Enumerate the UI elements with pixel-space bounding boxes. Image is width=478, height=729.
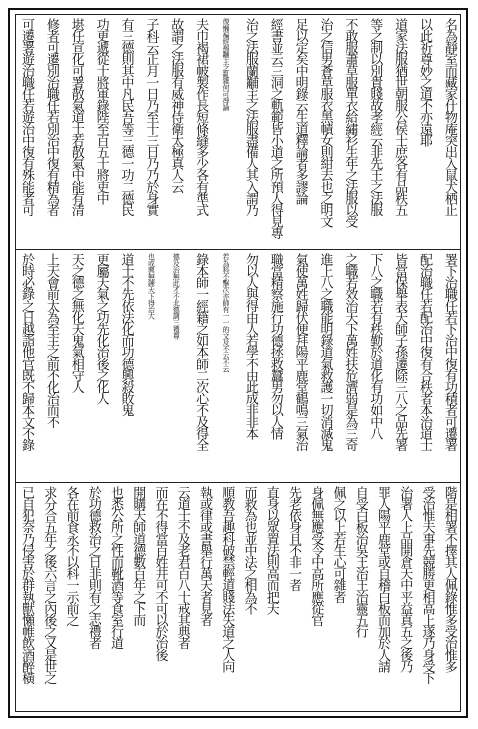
text-column: 於功德救治之日非則有之志禮者	[85, 486, 101, 649]
register-bottom-columns	[18, 486, 458, 713]
text-column: 德及治無此才不北德調三禮尊	[172, 253, 181, 339]
text-column: 先老依身且不非一者	[286, 486, 301, 591]
register-middle-columns	[18, 253, 458, 479]
register-bottom	[16, 482, 460, 716]
text-column: 佩之以上若生心可雜者	[330, 486, 346, 603]
text-column: 堪任宣化可署散氣道士若散氣中能有清	[68, 18, 84, 216]
text-column: 之職若效治天下萬姓扶危濟弱是為三奇	[342, 253, 358, 451]
text-column: 進上八之職能明錄道氣救護一切消滅鬼	[317, 253, 333, 451]
text-column: 錄本師一經籍之如本師二次心不及得全	[193, 253, 209, 451]
text-column: 而在不得當百姓井可不可以於治後	[152, 486, 168, 661]
register-top	[16, 15, 460, 248]
text-column: 子科云正月一日乃至十三日乃乃於身實	[143, 18, 159, 216]
text-column: 氣使萬姓歸伏便拜陽平鹿堂鶴鳴三氣治	[292, 253, 308, 451]
register-middle	[16, 249, 460, 482]
text-column: 名為靜室而藏家什物庵突出入鼠犬栖止	[441, 18, 457, 216]
text-column: 配治職任若配治中復有合秩者本治道士	[417, 253, 432, 451]
text-column: 功更遞從十將軍錄陛至百五十將吏中	[93, 18, 109, 204]
text-column: 治之法服蘭黼主之法服盡備人其入謂乃	[242, 18, 258, 216]
text-column: 可遷署遊治職任若遊治中復有殊能者可	[19, 18, 34, 216]
text-column: 執或律或書舉行萬天者見者	[197, 486, 212, 626]
text-column: 經書並云三洞之軌範皆小道之所預人得見專	[267, 18, 283, 239]
text-column: 勿以人與得由人若學不由此成非非本	[242, 253, 258, 439]
text-column: 更屬天氣之功先化治後之化人	[93, 253, 109, 404]
text-column: 不敢服蕭草服單衣給繡衫生年之法服以受	[342, 18, 358, 227]
text-column: 上天會前太為至主之前不化治而不	[43, 253, 59, 428]
text-column: 也或興無鍊天下得治大	[147, 253, 156, 320]
text-column: 於時必錄之日越詣他官既不歸本文不錄	[19, 253, 34, 451]
text-column: 罪人陽平鹿堂或自稽白板而加於人請	[375, 486, 390, 672]
text-column: 夫巾褐裙帔製作長短條縫多少各有準式	[193, 18, 209, 216]
text-column: 受治惟夫事先競勝更相高上遂乃身受下	[419, 486, 435, 684]
text-column: 自受白板治吳王治王治靈五行	[352, 486, 368, 637]
text-column: 直身以眾置法則高而把天	[263, 486, 279, 614]
text-column: 求分合五年之後六言之內後之又是世之	[41, 486, 57, 684]
text-column: 治之信男蒼草服衣黑幘女則紺去也之明文	[317, 18, 333, 227]
text-column: 也悉公所之性而靴酒等食室行道	[108, 486, 123, 649]
text-column: 而救為也並中法之相為不	[241, 486, 257, 614]
text-column: 職當精察施行功德拯救蠶男勿以人情	[267, 253, 283, 439]
text-column: 足以定矣中明錄云生道釋論者多謬論	[292, 18, 308, 204]
text-column: 天之德之無化天鬼氣相守人	[68, 253, 84, 393]
page-frame	[15, 14, 461, 712]
text-column: 已自犯奈乃侵害於群執獸懶帷飲酒醉橫	[19, 486, 34, 684]
text-column: 皆當保舉表天師子孫遷除三八之品先署	[392, 253, 408, 451]
text-column: 等之制以別貴賤故孝經云非先王之法服	[367, 18, 383, 216]
text-column: 若為科不擊次亦師有一一的文及不云不云	[222, 253, 230, 372]
text-column: 故謂之法服有威神侍衛太極真人云	[168, 18, 184, 193]
text-column: 以此祈尊妙之道不亦遠耶	[417, 18, 432, 146]
text-column: 治署人上品開倉天中平益真五之後乃	[397, 486, 413, 672]
text-column: 道士不先依法化而功德興殺敗鬼	[118, 253, 134, 416]
text-column: 身佩無應受令中高所應從官	[308, 486, 324, 626]
text-column: 修者可遷別治職任若別治中復有精為者	[43, 18, 59, 216]
text-column: 道家法服猶世朝服公侯士庶各有品秩五	[392, 18, 408, 216]
text-column: 云道士不及老君百八十戒其典者	[174, 486, 190, 649]
register-top-columns	[18, 18, 458, 245]
text-column: 開購天師道德數百年之下而	[130, 486, 146, 626]
scripture-page	[8, 8, 468, 718]
text-column: 有三德則其中凡民吾等三德一功二德民	[118, 18, 134, 216]
text-column: 署下治職任若下治中復有功積者可遷署	[441, 253, 457, 451]
text-column: 階是相署不擇其人佩錄惟多受治惟多	[441, 486, 457, 672]
text-column: 順教吾趣科破禁輕道賤法失道之人向	[219, 486, 235, 672]
text-column: 下八之職若有秩勤於道化有功如中八	[367, 253, 383, 439]
text-column: 各在前食永不以科一示前之	[63, 486, 79, 626]
text-column: 復懶褊經褐黼主之亂雜何可得論	[222, 18, 230, 111]
